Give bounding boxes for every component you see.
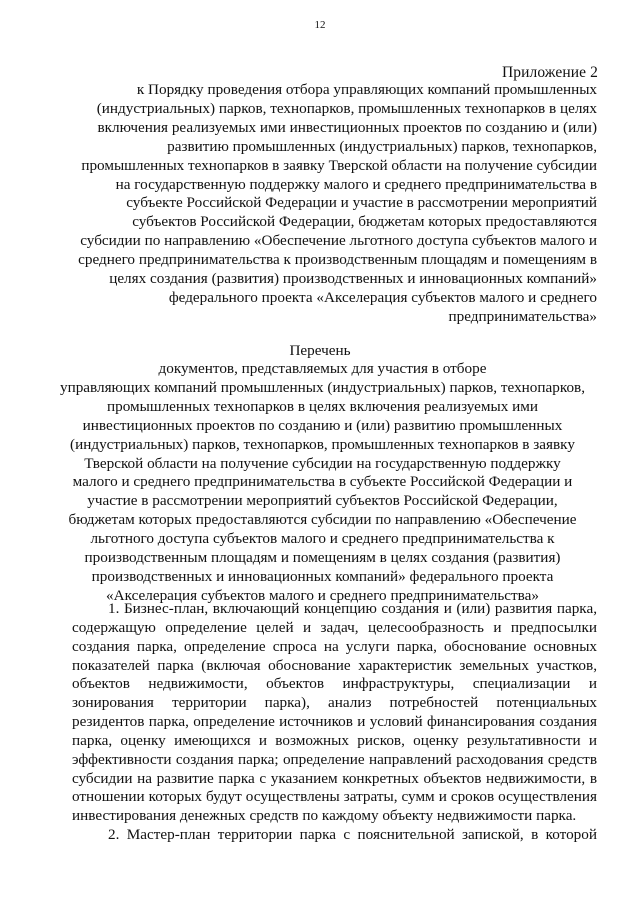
appendix-line: субъектов Российской Федерации, бюджетам которых предоставляются	[132, 213, 597, 231]
appendix-reference	[70, 81, 597, 327]
item-line: инвестирования денежных средств по каждому объекту недвижимости парка.	[72, 807, 577, 825]
appendix-line: на государственную поддержку малого и среднего предпринимательства в	[115, 175, 597, 193]
list-item-1	[72, 600, 597, 826]
appendix-line: промышленных технопарков в заявку Тверской области на получение субсидии	[81, 156, 597, 174]
item-line: зонирования территории парка), анализ потребностей потенциальных	[72, 694, 597, 712]
appendix-line: федерального проекта «Акселерация субъектов малого и среднего	[168, 288, 597, 306]
item-line: объектов недвижимости, объектов инфраструктуры, специализации и	[72, 675, 597, 693]
appendix-line: включения реализуемых ими инвестиционных проектов по созданию и (или)	[97, 118, 597, 136]
list-subtitle-line: промышленных технопарков в целях включения реализуемых ими	[107, 397, 538, 415]
item-line: эффективности создания парка; определение направлений расходования средств	[72, 750, 597, 768]
list-subtitle-line: малого и среднего предпринимательства в субъекте Российской Федерации и	[72, 473, 573, 491]
item-line: содержащую определение целей и задач, целесообразность и предпосылки	[72, 618, 597, 636]
list-item-2	[72, 826, 597, 845]
list-subtitle-line: управляющих компаний промышленных (индустриальных) парков, технопарков,	[59, 378, 586, 396]
list-subtitle-line: льготного доступа субъектов малого и среднего предпринимательства к	[90, 530, 555, 548]
appendix-line: (индустриальных) парков, технопарков, промышленных технопарков в целях	[96, 99, 597, 117]
list-subtitle-line: «Акселерация субъектов малого и среднего предпринимательства»	[106, 586, 539, 604]
document-list-items	[72, 600, 597, 845]
appendix-line: целях создания (развития) производственных и инновационных компаний»	[109, 270, 597, 288]
list-subtitle-line: участие в рассмотрении мероприятий субъектов Российской Федерации,	[87, 492, 558, 510]
appendix-line: к Порядку проведения отбора управляющих компаний промышленных	[136, 81, 597, 98]
list-subtitle-line: бюджетам которых предоставляются субсидии по направлению «Обеспечение	[68, 511, 577, 529]
list-subtitle-line: документов, представляемых для участия в отборе	[158, 360, 487, 377]
appendix-line: развитию промышленных (индустриальных) парков, технопарков,	[167, 137, 597, 155]
item-line: отношении которых будут осуществлены затраты, сумм и сроков осуществления	[72, 788, 597, 806]
list-subtitle-line: (индустриальных) парков, технопарков, промышленных технопарков в заявку	[70, 435, 575, 453]
page-number: 12	[314, 19, 326, 31]
list-subtitle-line: инвестиционных проектов по созданию и (или) развитию промышленных	[82, 416, 563, 434]
list-subtitle-line: производственных и инновационных компаний» федерального проекта	[91, 567, 554, 585]
appendix-line: субсидии по направлению «Обеспечение льготного доступа субъектов малого и	[80, 232, 597, 250]
appendix-line: субъекте Российской Федерации и участие в рассмотрении мероприятий	[126, 194, 597, 212]
item-line: 1. Бизнес-план, включающий концепцию создания и (или) развития парка,	[108, 600, 597, 617]
list-subtitle-line: Тверской области на получение субсидии на государственную поддержку	[84, 454, 561, 472]
item-line: резидентов парка, определение источников и условий финансирования создания	[72, 713, 597, 731]
appendix-line: среднего предпринимательства к производственным площадям и помещениям в	[78, 251, 597, 269]
item-line: показателей парка (включая обоснование характеристик земельных участков,	[72, 656, 597, 674]
item-line: создания парка, определение спроса на услуги парка, обоснование основных	[72, 637, 597, 655]
list-subtitle	[40, 360, 605, 606]
item-line: субсидии на развитие парка с указанием конкретных объектов недвижимости, в	[72, 769, 597, 787]
appendix-label: Приложение 2	[501, 64, 598, 81]
list-subtitle-line: производственным площадям и помещениям в целях создания (развития)	[84, 549, 561, 567]
list-title: Перечень	[289, 342, 351, 359]
item-line: 2. Мастер-план территории парка с пояснительной запиской, в которой	[108, 826, 597, 844]
appendix-line: предпринимательства»	[448, 307, 597, 325]
item-line: парка, оценку имеющихся и возможных рисков, оценку результативности и	[72, 731, 597, 749]
